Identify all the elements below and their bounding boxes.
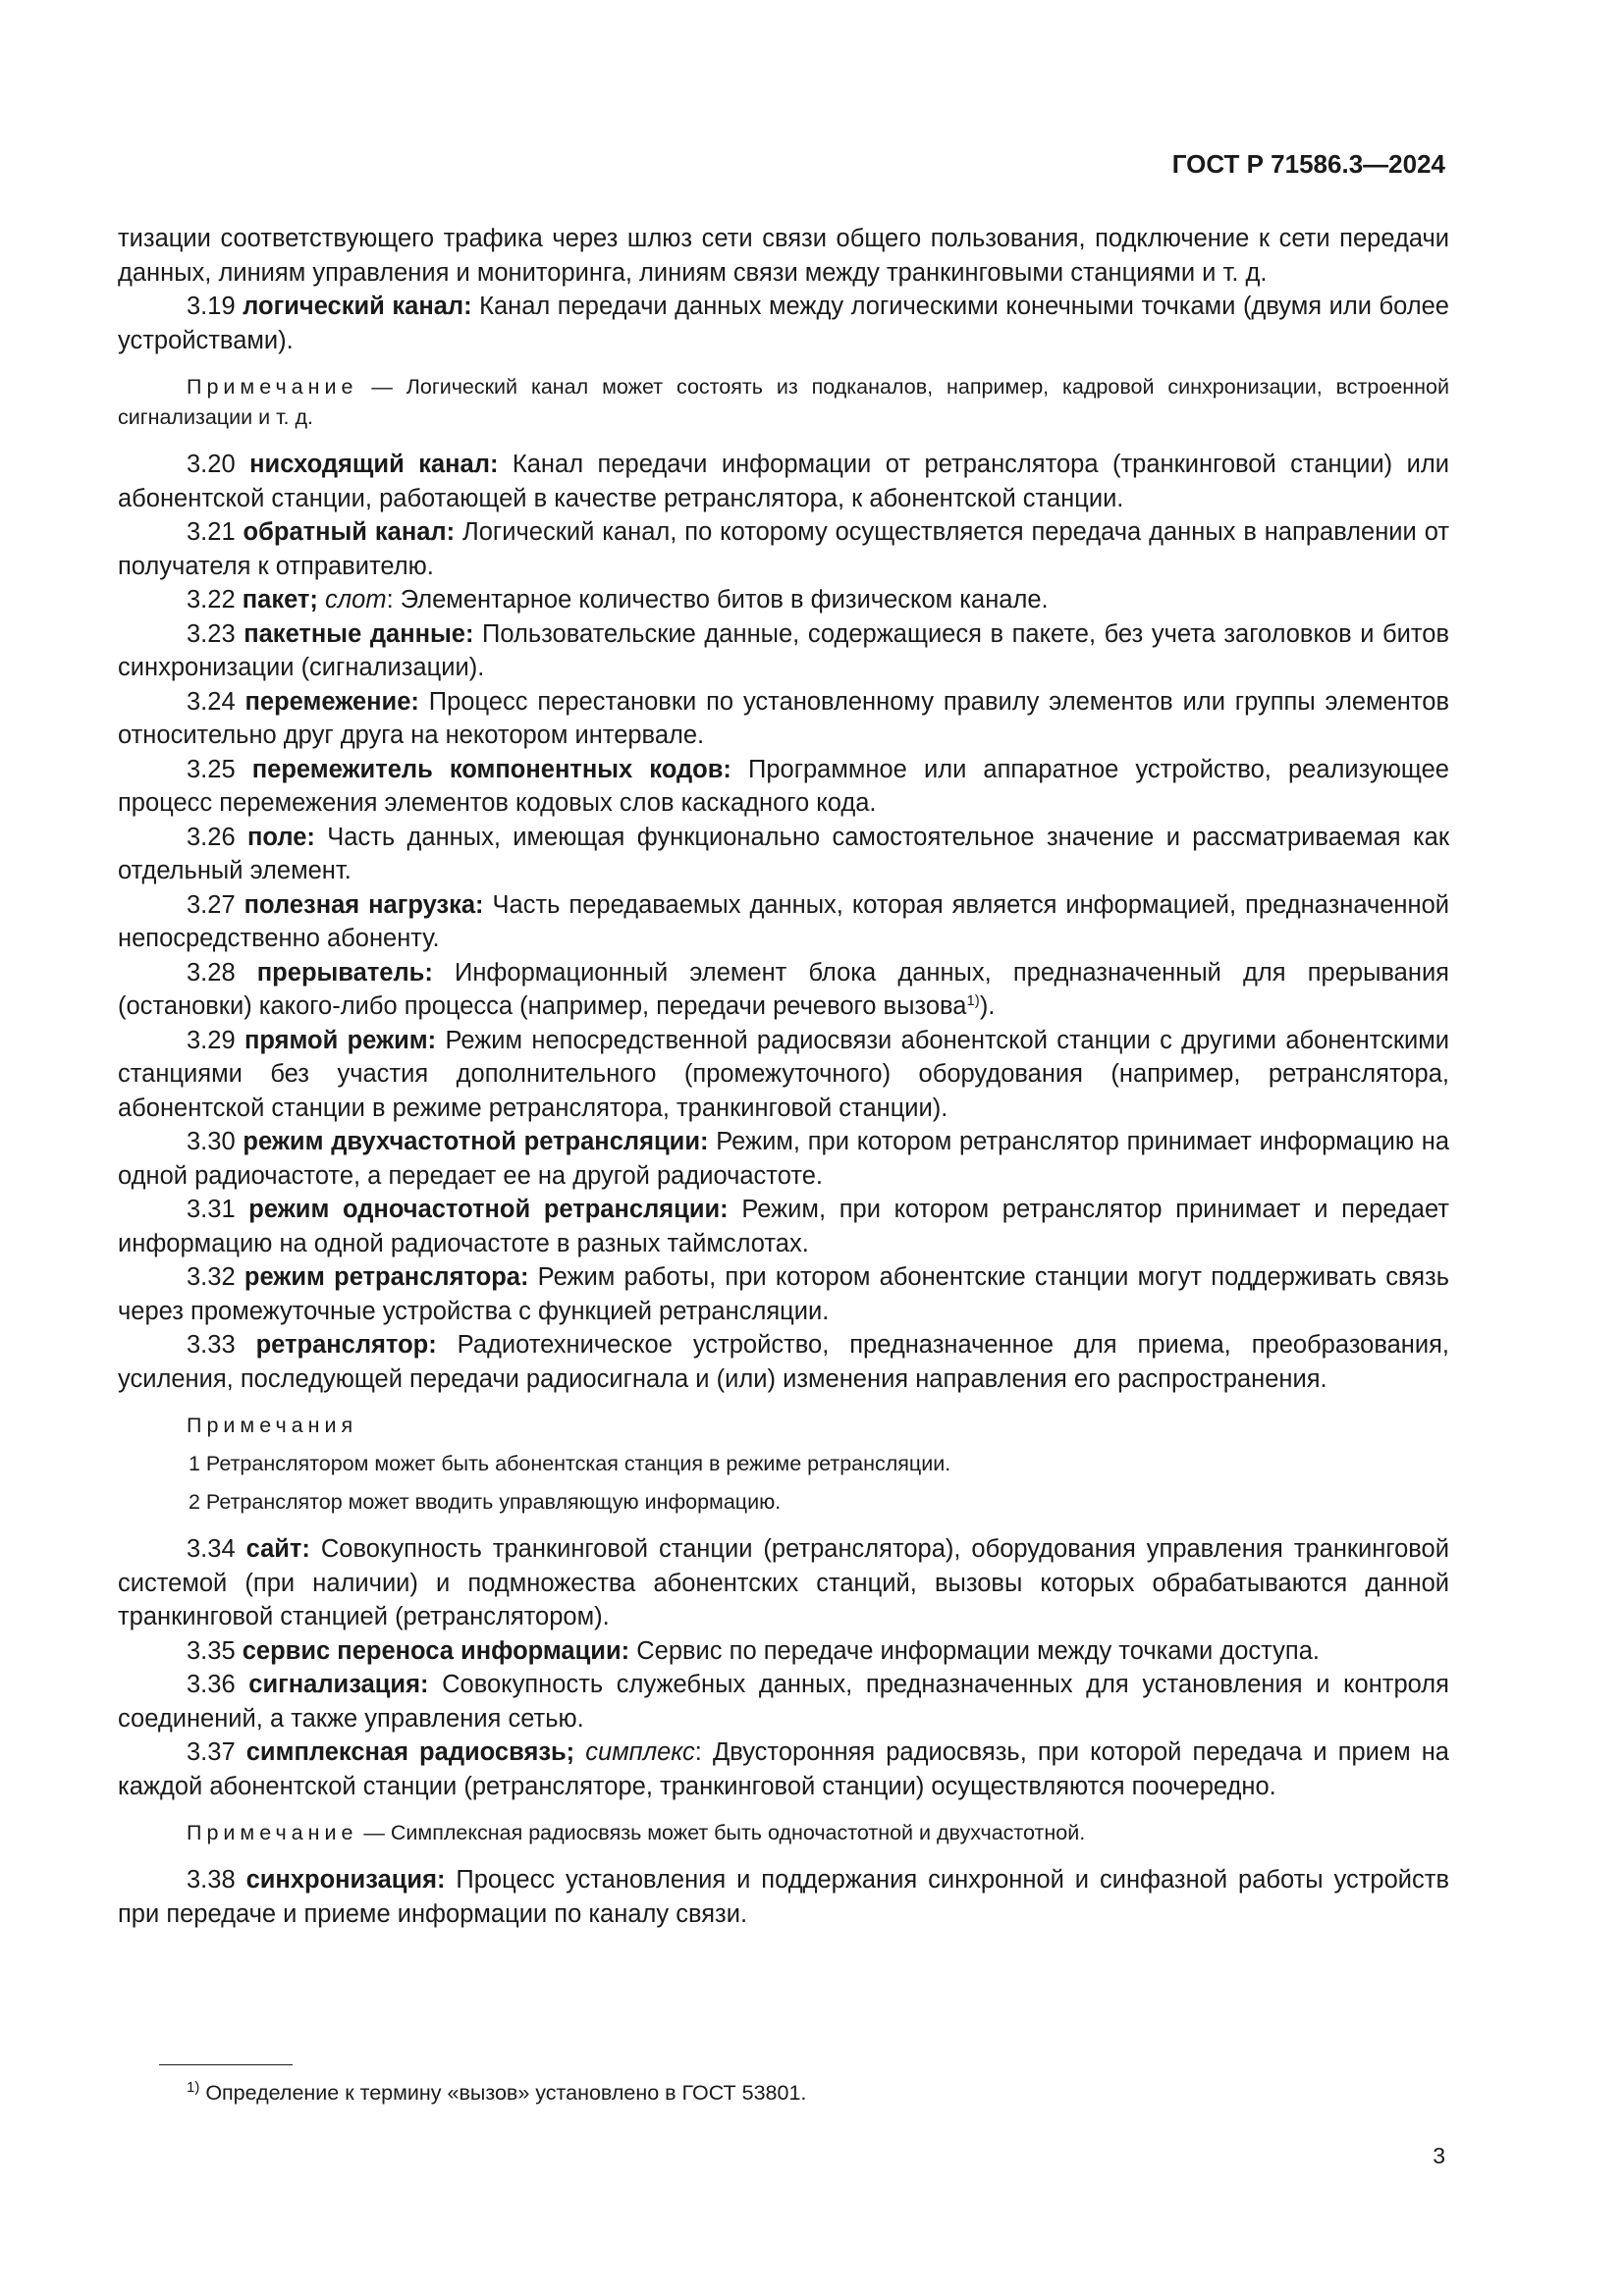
term-3-30: 3.30 режим двухчастотной ретрансляции: Режим, при котором ретранслятор принимает информацию на одной радиочастоте, а передает ее на другой радиочастоте. — [118, 1128, 1449, 1190]
note-3-33-item-1: 1 Ретранслятором может быть абонентская станция в режиме ретрансляции. — [189, 1452, 951, 1475]
term-3-24: 3.24 перемежение: Процесс перестановки по установленному правилу элементов или группы элементов относительно друг друга на некотором интервале. — [118, 687, 1449, 749]
note-3-37: Примечание — Симплексная радиосвязь может быть одночастотной и двухчастотной. — [187, 1821, 1086, 1844]
term-3-34: 3.34 сайт: Совокупность транкинговой станции (ретранслятора), оборудования управления транкинговой системой (при наличии) и подмножества абонентских станций, вызовы которых обрабатываются данной транкинговой станцией (ретранслятором). — [118, 1535, 1449, 1630]
footnote: $^{1)}$ Определение к термину «вызов» установлено в ГОСТ 53801. — [187, 2079, 807, 2105]
term-3-38: 3.38 синхронизация: Процесс установления и поддержания синхронной и синфазной работы устройств при передаче и приеме информации по каналу связи. — [118, 1866, 1449, 1928]
term-3-36: 3.36 сигнализация: Совокупность служебных данных, предназначенных для установления и контроля соединений, а также управления сетью. — [118, 1671, 1449, 1733]
note-3-19: Примечание — Логический канал может состоять из подканалов, например, кадровой синхронизации, встроенной сигнализации и т. д. — [118, 375, 1449, 429]
term-3-25: 3.25 перемежитель компонентных кодов: Программное или аппаратное устройство, реализующее процесс перемежения элементов кодовых слов каскадного кода. — [118, 755, 1449, 817]
term-3-21: 3.21 обратный канал: Логический канал, по которому осуществляется передача данных в направлении от получателя к отправителю. — [118, 518, 1449, 580]
term-3-19: 3.19 логический канал: Канал передачи данных между логическими конечными точками (двумя или более устройствами). — [118, 293, 1449, 354]
note-3-33-item-2: 2 Ретранслятор может вводить управляющую информацию. — [189, 1490, 782, 1514]
term-3-26: 3.26 поле: Часть данных, имеющая функционально самостоятельное значение и рассматриваемая как отдельный элемент. — [118, 823, 1449, 884]
footnote-separator — [159, 2064, 293, 2065]
term-3-22: 3.22 пакет; слот: Элементарное количество битов в физическом канале. — [187, 586, 1049, 614]
term-3-29: 3.29 прямой режим: Режим непосредственной радиосвязи абонентской станции с другими абонентскими станциями без участия дополнительного (промежуточного) оборудования (например, ретранслятора, абонентской станции в режиме ретранслятора, транкинговой станции). — [118, 1026, 1449, 1122]
term-3-35: 3.35 сервис переноса информации: Сервис по передаче информации между точками доступа. — [187, 1636, 1320, 1665]
term-3-33: 3.33 ретранслятор: Радиотехническое устройство, предназначенное для приема, преобразования, усиления, последующей передачи радиосигнала и (или) изменения направления его распространения. — [118, 1331, 1449, 1393]
footnote-ref: 1) — [966, 992, 980, 1009]
document-header: ГОСТ Р 71586.3—2024 — [1171, 149, 1445, 179]
term-3-28: 3.28 прерыватель: Информационный элемент блока данных, предназначенный для прерывания (остановки) какого-либо процесса (например, передачи речевого вызова$^{1)}$). — [118, 958, 1449, 1020]
notes-3-33-label: Примечания — [187, 1414, 358, 1437]
intro-paragraph: тизации соответствующего трафика через шлюз сети связи общего пользования, подключение к сети передачи данных, линиям управления и мониторинга, линиям связи между транкинговыми станциями и т. д. — [118, 225, 1449, 287]
term-3-27: 3.27 полезная нагрузка: Часть передаваемых данных, которая является информацией, предназначенной непосредственно абоненту. — [118, 890, 1450, 952]
document-body — [118, 222, 1449, 1931]
page-number: 3 — [1433, 2143, 1445, 2168]
term-3-32: 3.32 режим ретранслятора: Режим работы, при котором абонентские станции могут поддерживать связь через промежуточные устройства с функцией ретрансляции. — [118, 1263, 1450, 1325]
term-3-23: 3.23 пакетные данные: Пользовательские данные, содержащиеся в пакете, без учета заголовков и битов синхронизации (сигнализации). — [118, 619, 1450, 681]
term-3-37: 3.37 симплексная радиосвязь; симплекс: Двусторонняя радиосвязь, при которой передача и прием на каждой абонентской станции (ретрансляторе, транкинговой станции) осуществляются поочередно. — [118, 1738, 1449, 1800]
term-3-20: 3.20 нисходящий канал: Канал передачи информации от ретранслятора (транкинговой станции) или абонентской станции, работающей в качестве ретранслятора, к абонентской станции. — [118, 451, 1449, 512]
term-3-31: 3.31 режим одночастотной ретрансляции: Режим, при котором ретранслятор принимает и передает информацию на одной радиочастоте в разных таймслотах. — [118, 1196, 1449, 1257]
